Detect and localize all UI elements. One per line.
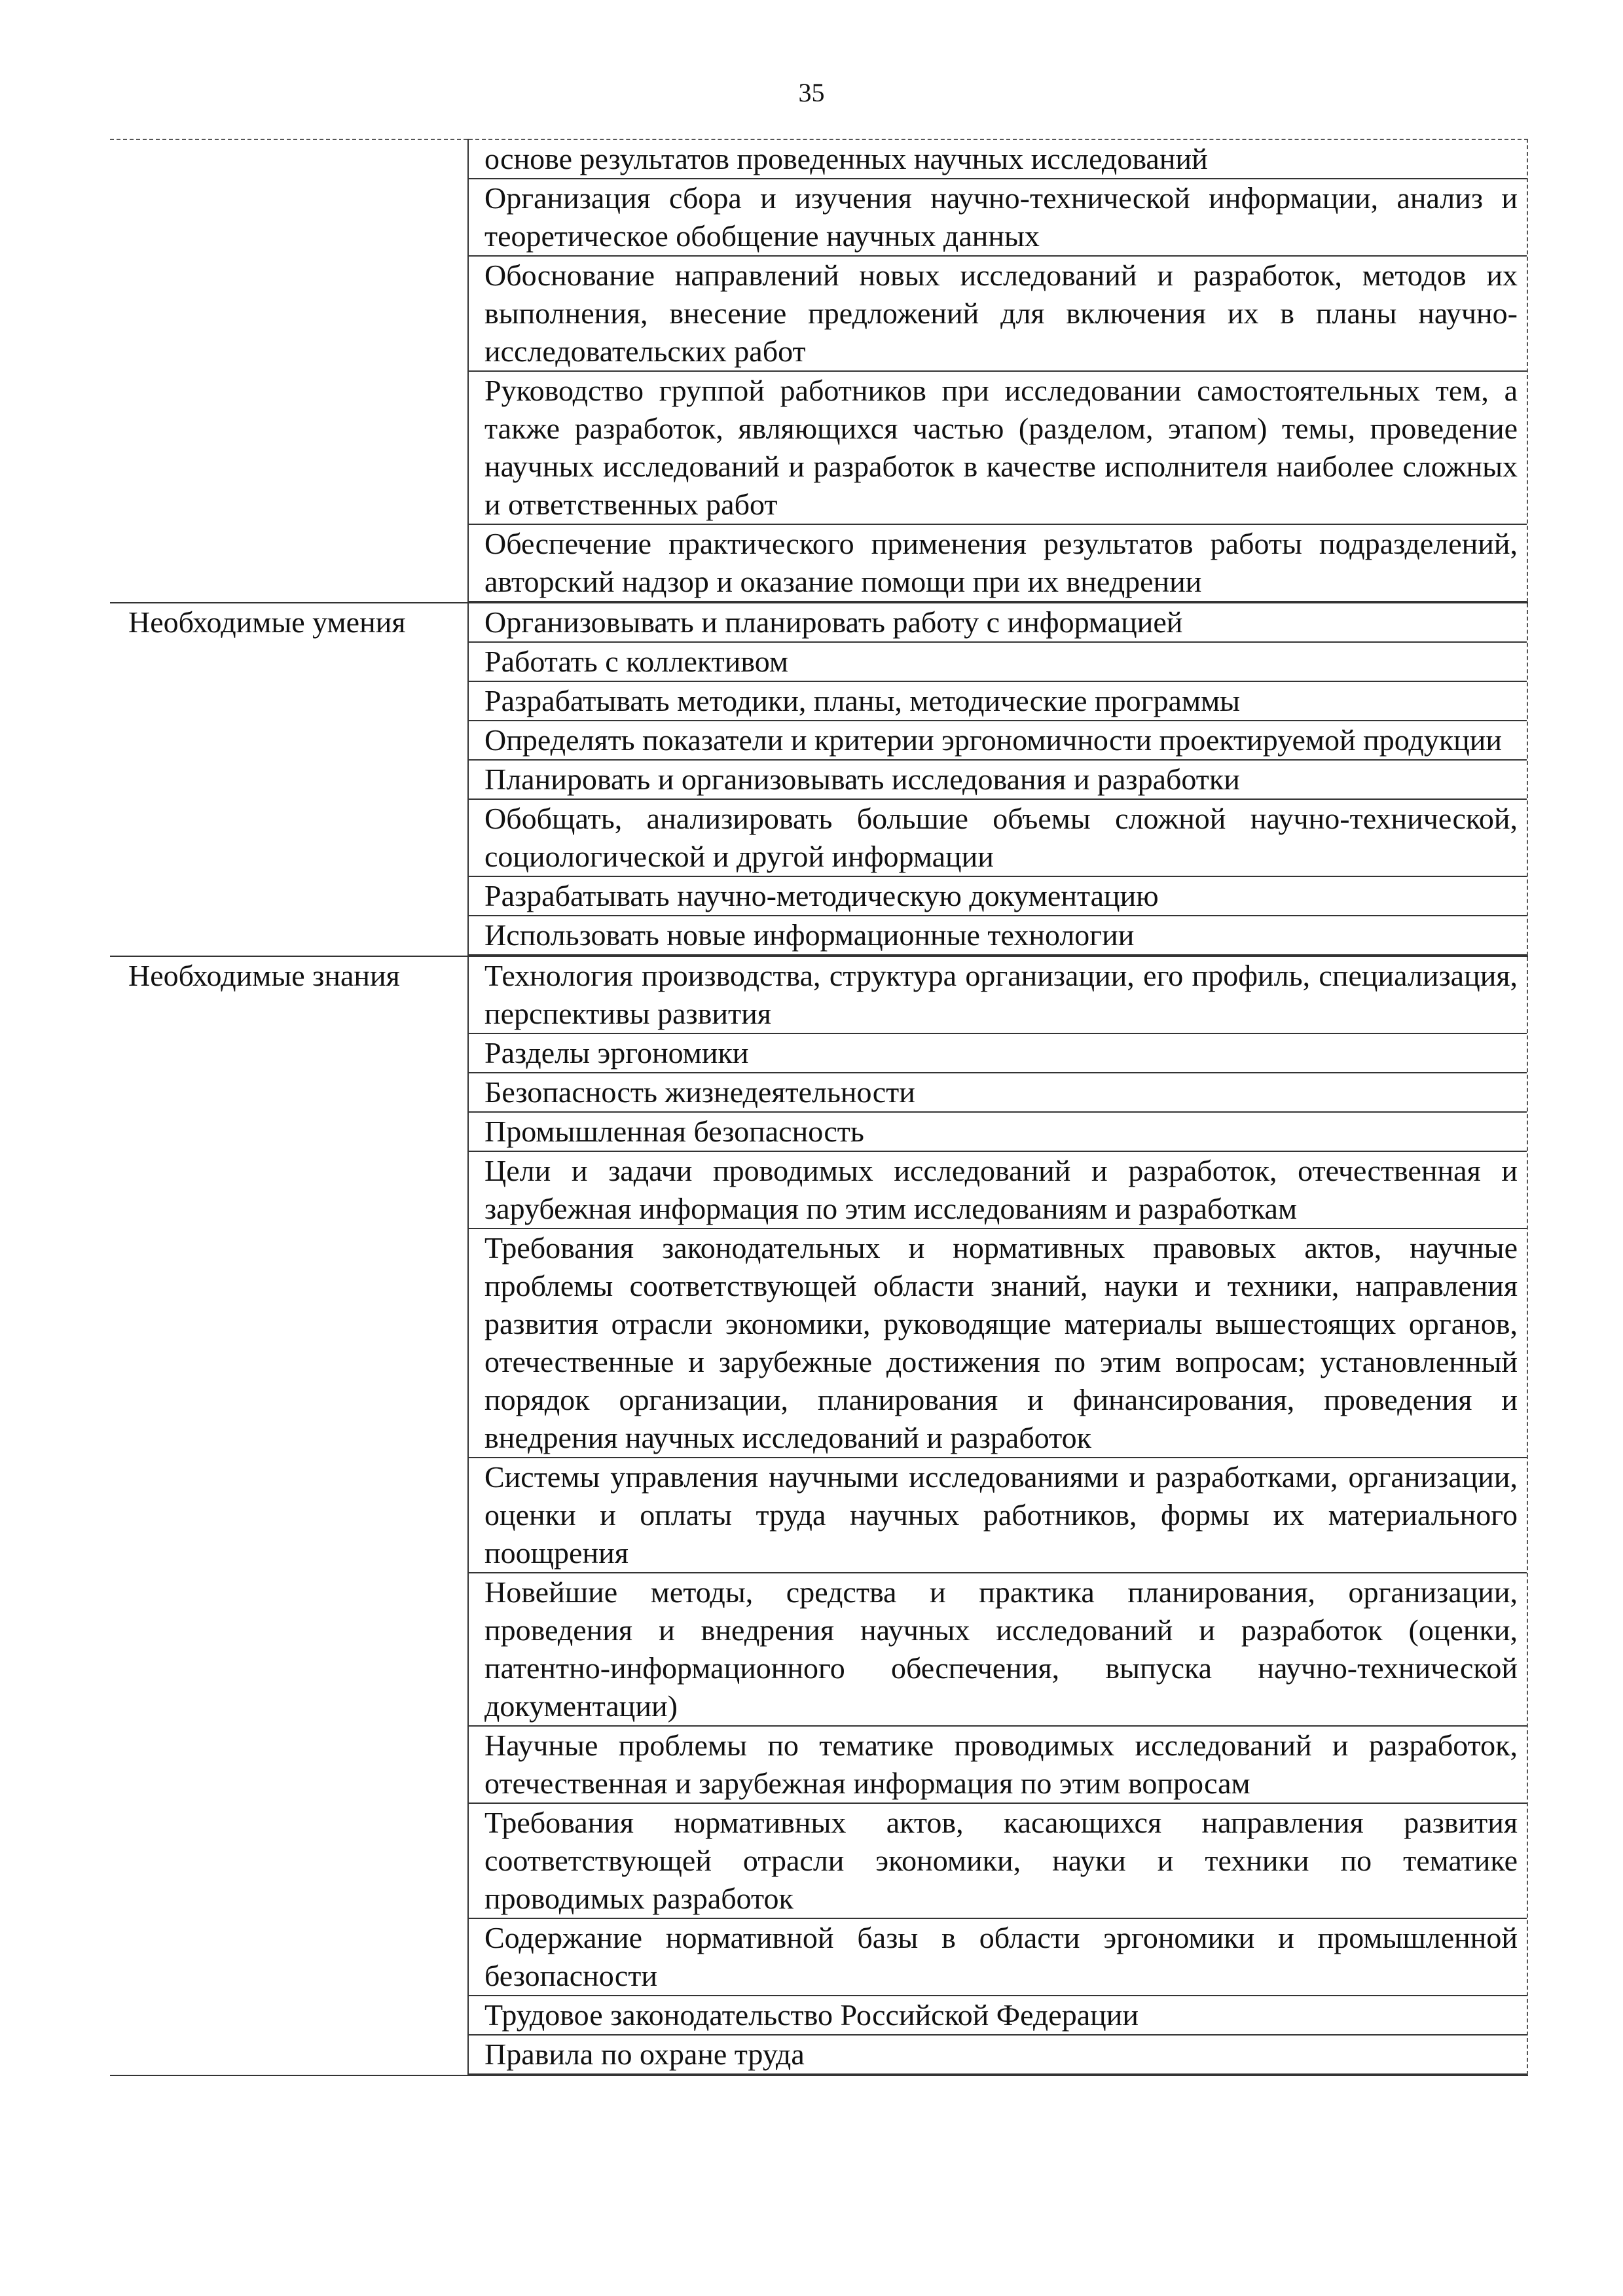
table-row: Обобщать, анализировать большие объемы сложной научно-технической, социологической и другой информации — [469, 800, 1527, 877]
table-row: Цели и задачи проводимых исследований и разработок, отечественная и зарубежная информация по этим исследованиям и разработкам — [469, 1152, 1527, 1229]
table-row: Планировать и организовывать исследования и разработки — [469, 761, 1527, 800]
group-items-cell — [468, 603, 1527, 956]
group-label-cell — [110, 603, 468, 956]
table-row: Определять показатели и критерии эргономичности проектируемой продукции — [469, 721, 1527, 761]
table-row: Использовать новые информационные технологии — [469, 916, 1527, 956]
table-row: Разрабатывать методики, планы, методические программы — [469, 682, 1527, 721]
table-row: Организовывать и планировать работу с информацией — [469, 603, 1527, 643]
table-row: Разрабатывать научно-методическую документацию — [469, 877, 1527, 916]
group-items-cell — [468, 956, 1527, 2075]
group-items-cell — [468, 139, 1527, 603]
table-group-row — [110, 139, 1527, 603]
table-row: Правила по охране труда — [469, 2036, 1527, 2075]
table-row: Промышленная безопасность — [469, 1113, 1527, 1152]
table-row: Разделы эргономики — [469, 1034, 1527, 1073]
table-group-row — [110, 956, 1527, 2075]
table-row: основе результатов проведенных научных исследований — [469, 140, 1527, 179]
requirements-table — [110, 139, 1528, 2076]
table-row: Новейшие методы, средства и практика планирования, организации, проведения и внедрения научных исследований и разработок (оценки, патентно-информационного обеспечения, выпуска научно-технической документации) — [469, 1573, 1527, 1727]
table-row: Обеспечение практического применения результатов работы подразделений, авторский надзор и оказание помощи при их внедрении — [469, 525, 1527, 602]
table-row: Трудовое законодательство Российской Федерации — [469, 1996, 1527, 2036]
table-row: Научные проблемы по тематике проводимых исследований и разработок, отечественная и зарубежная информация по этим вопросам — [469, 1727, 1527, 1804]
table-row: Требования нормативных актов, касающихся направления развития соответствующей отрасли экономики, науки и техники по тематике проводимых разработок — [469, 1804, 1527, 1919]
table-row: Работать с коллективом — [469, 643, 1527, 682]
table-group-row — [110, 603, 1527, 956]
group-label-cell — [110, 139, 468, 603]
table-row: Организация сбора и изучения научно-технической информации, анализ и теоретическое обобщение научных данных — [469, 179, 1527, 257]
group-label: Необходимые умения — [128, 605, 406, 639]
table-row: Требования законодательных и нормативных правовых актов, научные проблемы соответствующей области знаний, науки и техники, направления развития отрасли экономики, руководящие материалы вышестоящих органов, отечественные и зарубежные достижения по этим вопросам; установленный порядок организации, планирования и финансирования, проведения и внедрения научных исследований и разработок — [469, 1229, 1527, 1458]
table-row: Содержание нормативной базы в области эргономики и промышленной безопасности — [469, 1919, 1527, 1996]
table-row: Руководство группой работников при исследовании самостоятельных тем, а также разработок, являющихся частью (разделом, этапом) темы, проведение научных исследований и разработок в качестве исполнителя наиболее сложных и ответственных работ — [469, 372, 1527, 525]
group-label: Необходимые знания — [128, 959, 400, 992]
table-row: Системы управления научными исследованиями и разработками, организации, оценки и оплаты труда научных работников, формы их материального поощрения — [469, 1458, 1527, 1573]
table-row: Обоснование направлений новых исследований и разработок, методов их выполнения, внесение предложений для включения их в планы научно-исследовательских работ — [469, 257, 1527, 372]
table-row: Технология производства, структура организации, его профиль, специализация, перспективы развития — [469, 957, 1527, 1034]
page-number: 35 — [798, 78, 825, 107]
table-row: Безопасность жизнедеятельности — [469, 1073, 1527, 1113]
group-label-cell — [110, 956, 468, 2075]
